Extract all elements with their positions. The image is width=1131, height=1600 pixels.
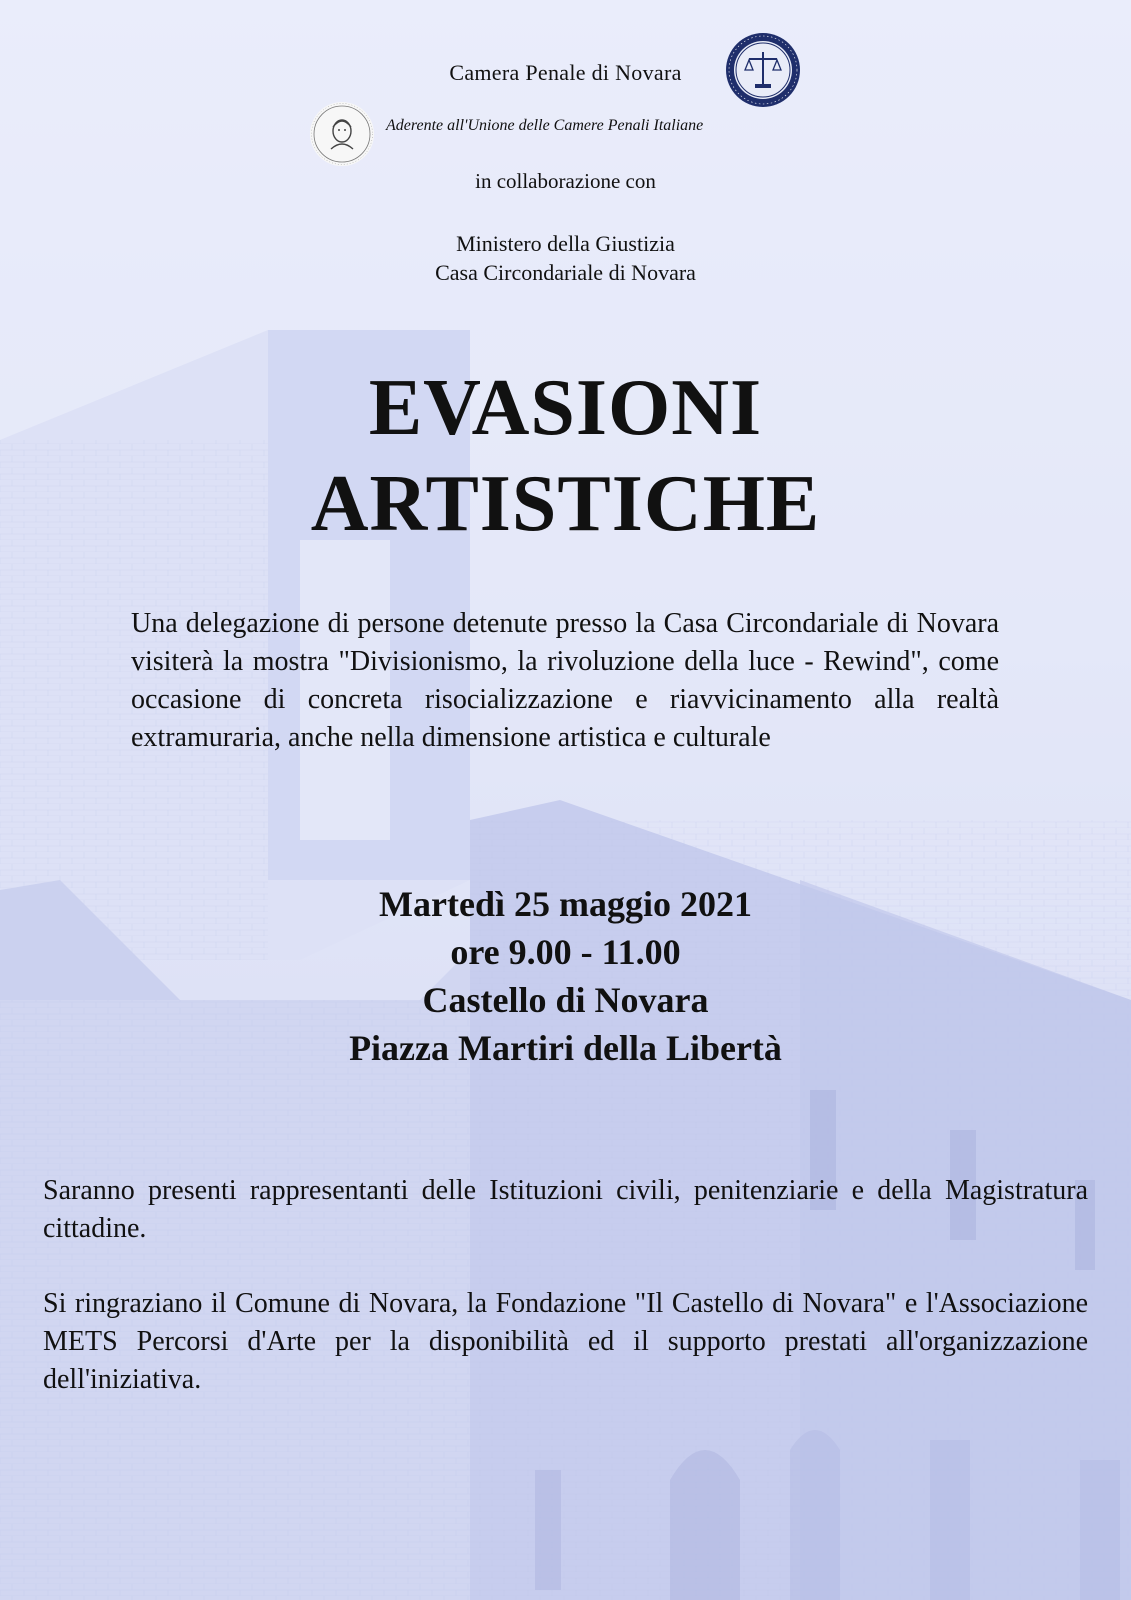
- event-date: Martedì 25 maggio 2021: [379, 884, 752, 924]
- camera-penale-seal-icon: [725, 32, 801, 108]
- affiliation-text: Aderente all'Unione delle Camere Penali Italiane: [386, 117, 704, 134]
- event-details: [0, 880, 1131, 1072]
- ucpi-seal-icon: [309, 101, 375, 167]
- thanks-note: Si ringraziano il Comune di Novara, la Fondazione "Il Castello di Novara" e l'Associazione METS Percorsi d'Arte per la disponibilità ed il supporto prestati all'organizzazione dell'iniziativa.: [43, 1288, 1088, 1395]
- event-venue: Castello di Novara: [422, 980, 709, 1020]
- event-description: Una delegazione di persone detenute presso la Casa Circondariale di Novara visiterà la mostra "Divisionismo, la rivoluzione della luce - Rewind", come occasione di concreta risocializzazione e riavvicinamento alla realtà extramuraria, anche nella dimensione artistica e culturale: [131, 608, 999, 753]
- title-line-2: ARTISTICHE: [310, 460, 821, 548]
- partner-institutions: [0, 229, 1131, 287]
- collaboration-text: in collaborazione con: [475, 169, 656, 193]
- partner-ministry: Ministero della Giustizia: [456, 231, 675, 256]
- event-address: Piazza Martiri della Libertà: [349, 1028, 782, 1068]
- event-title: [0, 360, 1131, 552]
- partner-prison: Casa Circondariale di Novara: [435, 260, 696, 285]
- event-time: ore 9.00 - 11.00: [450, 932, 681, 972]
- organization-name: Camera Penale di Novara: [449, 60, 682, 85]
- attendees-note: Saranno presenti rappresentanti delle Istituzioni civili, penitenziarie e della Magistratura cittadine.: [43, 1175, 1088, 1244]
- title-line-1: EVASIONI: [368, 364, 763, 452]
